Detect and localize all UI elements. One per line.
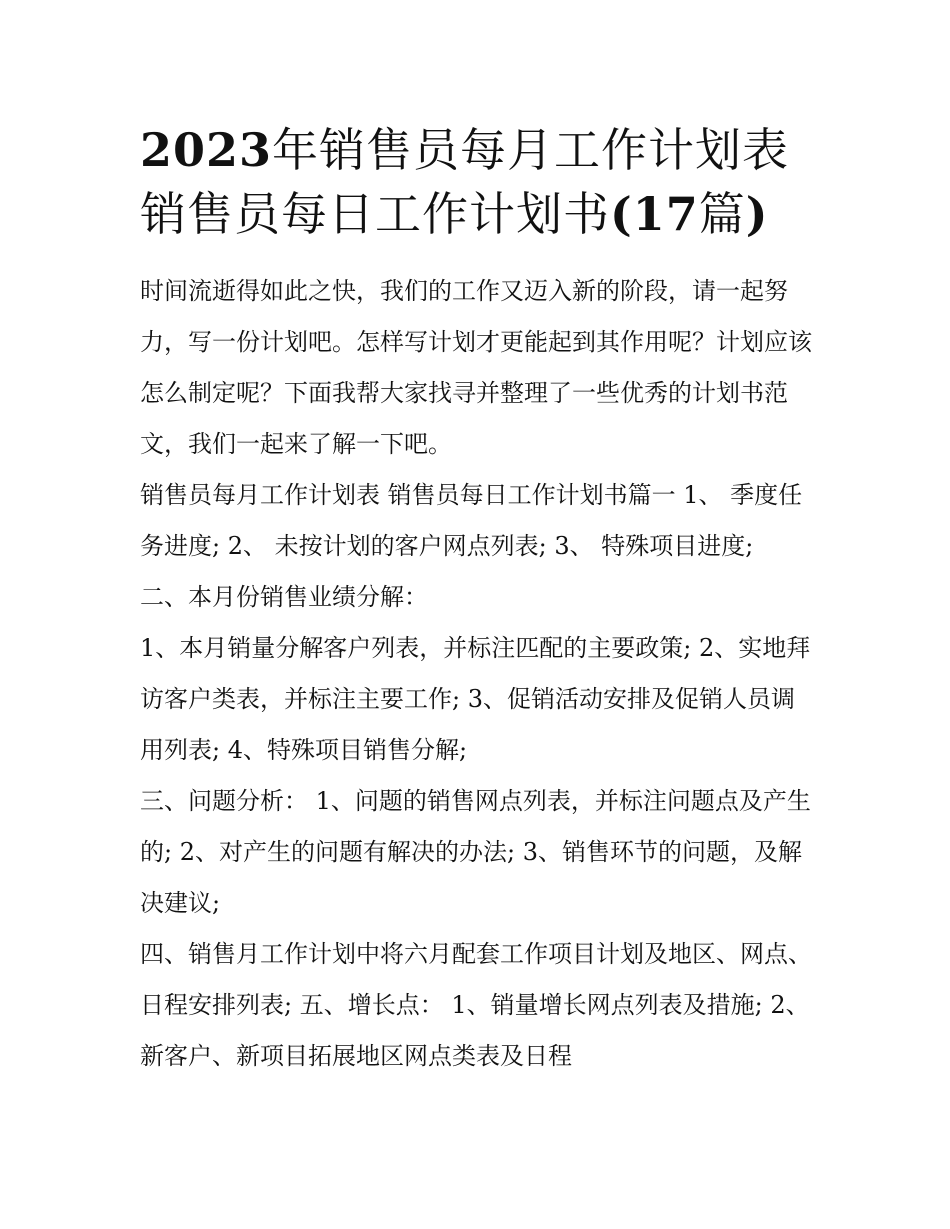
section-one-paragraph: 销售员每月工作计划表 销售员每日工作计划书篇一 1、 季度任务进度; 2、 未按计划的客户网点列表; 3、 特殊项目进度; [140,481,803,560]
title-year: 2023 [140,123,273,177]
document-title [140,118,812,246]
section-two-paragraph: 1、本月销量分解客户列表，并标注匹配的主要政策; 2、实地拜访客户类表，并标注主要工作; 3、促销活动安排及促销人员调用列表; 4、特殊项目销售分解; [140,634,811,764]
title-close-paren: ) [745,187,769,241]
document-page [140,118,812,1082]
title-line1-text: 年销售员每月工作计划表 [272,123,790,177]
title-count: (17 [610,187,699,241]
title-unit: 篇 [698,187,746,241]
section-three-paragraph: 三、问题分析： 1、问题的销售网点列表，并标注问题点及产生的; 2、对产生的问题有解决的办法; 3、销售环节的问题，及解决建议; [140,787,811,917]
section-four-paragraph: 四、销售月工作计划中将六月配套工作项目计划及地区、网点、日程安排列表; 五、增长点： 1、销量增长网点列表及措施; 2、新客户、新项目拓展地区网点类表及日程 [140,940,812,1070]
section-two-heading: 二、本月份销售业绩分解： [140,583,428,611]
intro-paragraph: 时间流逝得如此之快，我们的工作又迈入新的阶段，请一起努力，写一份计划吧。怎样写计划才更能起到其作用呢？计划应该怎么制定呢？下面我帮大家找寻并整理了一些优秀的计划书范文，我们一起来了解一下吧。 [140,277,812,458]
title-line2-text: 销售员每日工作计划书 [140,187,610,241]
